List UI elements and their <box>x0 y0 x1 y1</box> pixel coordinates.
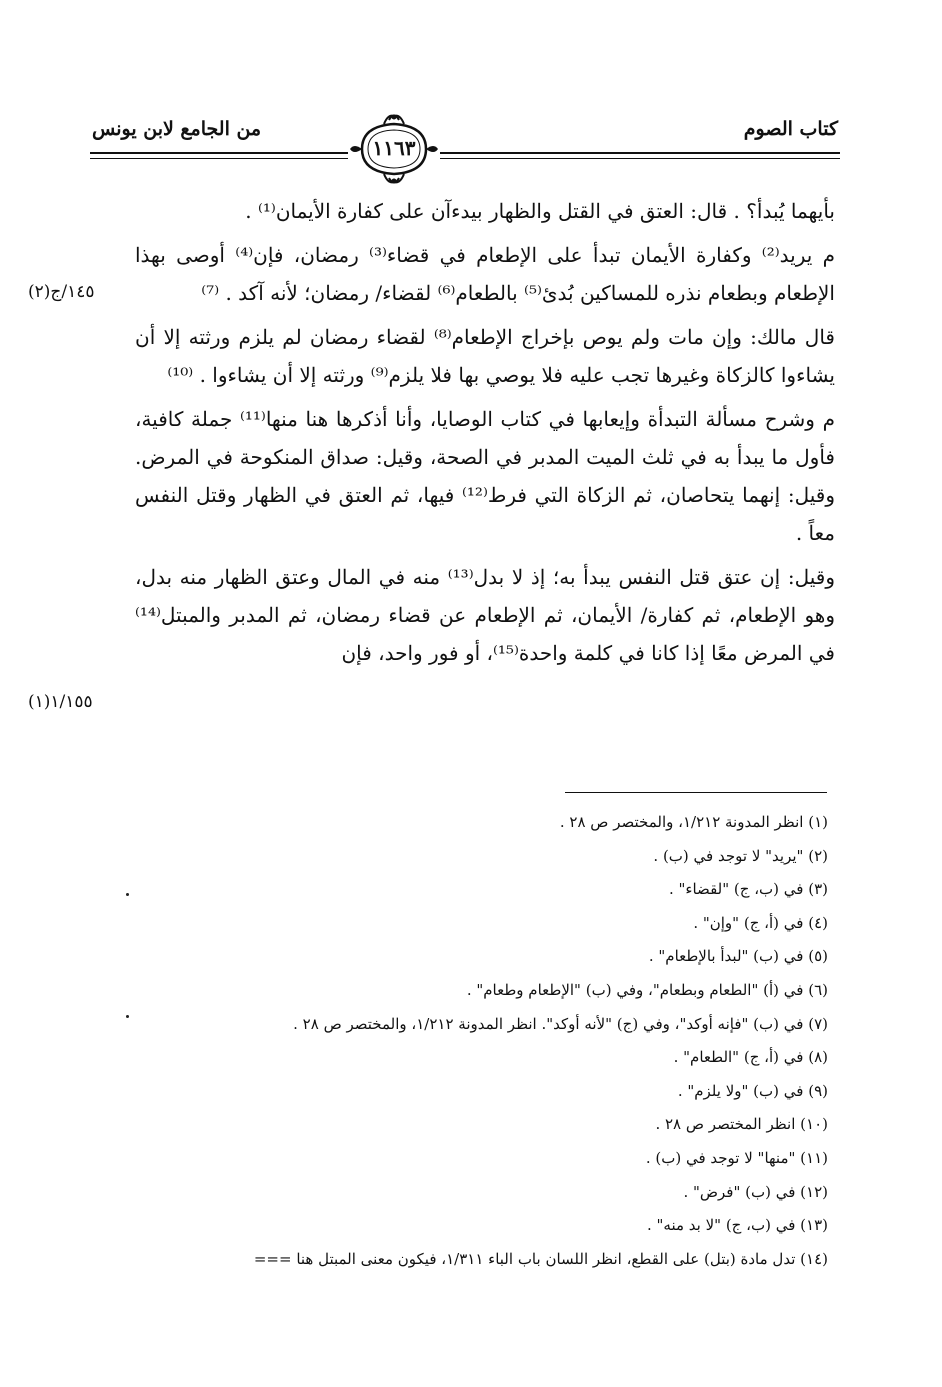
footnote: (٥) في (ب) "لبدأ بالإطعام" . <box>648 947 828 966</box>
header-rule <box>90 152 840 154</box>
scan-speck <box>126 893 129 896</box>
footnote: (٤) في (أ، ج) "وإن" . <box>693 913 828 932</box>
footnote-separator <box>565 792 827 793</box>
footnote: (٦) في (أ) "الطعام وبطعام"، وفي (ب) "الإطعام وطعام" . <box>466 980 828 999</box>
paragraph: م يريد⁽²⁾ وكفارة الأيمان تبدأ على الإطعام في قضاء⁽³⁾ رمضان، فإن⁽⁴⁾ أوصى بهذا الإطعام وبطعام نذره للمساكين بُدئ⁽⁵⁾ بالطعام⁽⁶⁾ لقضاء/ رمضان؛ لأنه آكد . ⁽⁷⁾ <box>135 243 835 305</box>
footnote: (١٠) انظر المختصر ص ٢٨ . <box>655 1115 828 1134</box>
page-header <box>90 112 840 192</box>
chapter-title: كتاب الصوم <box>743 118 838 140</box>
footnote: (١) انظر المدونة ١/٢١٢، والمختصر ص ٢٨ . <box>559 813 828 831</box>
footnote: (١٤) تدل مادة (بتل) على القطع، انظر اللسان باب الباء ١/٣١١، فيكون معنى المبتل هنا === <box>253 1249 828 1268</box>
footnote: (٧) في (ب) "فإنه أوكد"، وفي (ج) "لأنه أوكد". انظر المدونة ١/٢١٢، والمختصر ص ٢٨ . <box>293 1014 828 1033</box>
margin-reference: ١٤٥/ج(٢) <box>28 282 95 302</box>
margin-reference: ١/١٥٥(١) <box>28 692 93 712</box>
footnote: (١٣) في (ب، ج) "لا بد منه" . <box>646 1216 828 1235</box>
footnote: (٣) في (ب، ج) "لقضاء" . <box>669 880 828 899</box>
paragraph: بأيهما يُبدأ؟ . قال: العتق في القتل والظهار بيدءآن على كفارة الأيمان⁽¹⁾ . <box>245 199 835 223</box>
footnote: (٨) في (أ، ج) "الطعام" . <box>673 1048 828 1067</box>
page-number: ١١٦٣ <box>372 136 416 160</box>
paragraph: قال مالك: وإن مات ولم يوص بإخراج الإطعام⁽⁸⁾ لقضاء رمضان لم يلزم ورثته إلا أن يشاءوا كالزكاة وغيرها تجب عليه فلا يوصي بها فلا يلزم⁽⁹⁾ ورثته إلا أن يشاءوا . ⁽¹⁰⁾ <box>135 325 835 387</box>
main-text <box>135 192 835 678</box>
footnote: (٢) "يريد" لا توجد في (ب) . <box>653 846 828 865</box>
paragraph: م وشرح مسألة التبدأة وإيعابها في كتاب الوصايا، وأنا أذكرها هنا منها⁽¹¹⁾ جملة كافية، فأول ما يبدأ به في ثلث الميت المدبر في الصحة، وقيل: صداق المنكوحة في المرض. وقيل: إنهما يتحاصان، ثم الزكاة التي فرط⁽¹²⁾ فيها، ثم العتق في الظهار وقتل النفس معاً . <box>135 407 835 545</box>
scan-speck <box>126 1015 129 1018</box>
book-title: من الجامع لابن يونس <box>92 118 262 140</box>
footnote: (١١) "منها" لا توجد في (ب) . <box>645 1148 828 1167</box>
footnote: (١٢) في (ب) "فرض" . <box>683 1182 828 1201</box>
page-number-ornament <box>348 112 440 186</box>
header-rule-thin <box>90 158 840 159</box>
footnote: (٩) في (ب) "ولا يلزم" . <box>677 1081 828 1100</box>
footnotes <box>120 806 828 1276</box>
paragraph: وقيل: إن عتق قتل النفس يبدأ به؛ إذ لا بدل⁽¹³⁾ منه في المال وعتق الظهار منه بدل، وهو الإطعام، ثم كفارة/ الأيمان، ثم الإطعام عن قضاء رمضان، ثم المدبر والمبتل⁽¹⁴⁾ في المرض معًا إذا كانا في كلمة واحدة⁽¹⁵⁾، أو فور واحد، فإن <box>135 565 835 665</box>
